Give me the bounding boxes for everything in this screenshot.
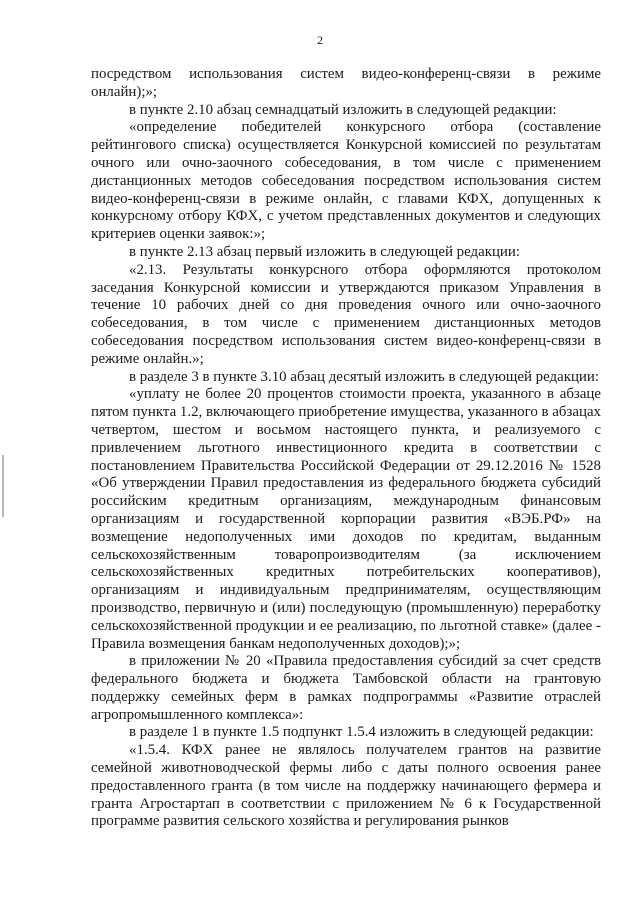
document-body [91, 66, 601, 831]
paragraph-10: «1.5.4. КФХ ранее не являлось получателем грантов на развитие семейной животноводческой фермы либо с даты полного освоения ранее предоставленного гранта (в том числе на поддержку начинающего фермера и гранта Агростартап в соответствии с приложением № 6 к Государственной программе развития сельского хозяйства и регулирования рынков [91, 742, 601, 830]
paragraph-2: в пункте 2.10 абзац семнадцатый изложить в следующей редакции: [129, 101, 557, 118]
paragraph-8: в приложении № 20 «Правила предоставления субсидий за счет средств федерального бюджета и бюджета Тамбовской области на грантовую поддержку семейных ферм в рамках подпрограммы «Развитие отраслей агропромышленного комплекса»: [91, 653, 601, 723]
scan-margin-mark [2, 455, 4, 517]
paragraph-5: «2.13. Результаты конкурсного отбора оформляются протоколом заседания Конкурсной комиссии и утверждаются приказом Управления в течение 10 рабочих дней со дня проведения очного или очно-заочного собеседования, в том числе с применением дистанционных методов собеседования посредством использования систем видео-конференц-связи в режиме онлайн.»; [91, 261, 601, 367]
paragraph-1: посредством использования систем видео-конференц-связи в режиме онлайн);»; [91, 66, 601, 100]
paragraph-4: в пункте 2.13 абзац первый изложить в следующей редакции: [129, 243, 520, 260]
paragraph-9: в разделе 1 в пункте 1.5 подпункт 1.5.4 изложить в следующей редакции: [129, 724, 594, 741]
page-number: 2 [317, 33, 323, 47]
paragraph-3: «определение победителей конкурсного отбора (составление рейтингового списка) осуществляется Конкурсной комиссией по результатам очного или очно-заочного собеседования, в том числе с применением дистанционных методов собеседования посредством использования систем видео-конференц-связи в режиме онлайн, с главами КФХ, допущенных к конкурсному отбору КФХ, с учетом представленных документов и следующих критериев оценки заявок:»; [91, 119, 601, 243]
paragraph-7: «уплату не более 20 процентов стоимости проекта, указанного в абзаце пятом пункта 1.2, включающего приобретение имущества, указанного в абзацах четвертом, шестом и восьмом настоящего пункта, и реализуемого с привлечением льготного инвестиционного кредита в соответствии с постановлением Правительства Российской Федерации от 29.12.2016 № 1528 «Об утверждении Правил предоставления из федерального бюджета субсидий российским кредитным организациям, международным финансовым организациям и государственной корпорации развития «ВЭБ.РФ» на возмещение недополученных ими доходов по кредитам, выданным сельскохозяйственным товаропроизводителям (за исключением сельскохозяйственных кредитных потребительских кооперативов), организациям и индивидуальным предпринимателям, осуществляющим производство, первичную и (или) последующую (промышленную) переработку сельскохозяйственной продукции и ее реализацию, по льготной ставке» (далее - Правила возмещения банкам недополученных доходов);»; [91, 386, 601, 652]
paragraph-6: в разделе 3 в пункте 3.10 абзац десятый изложить в следующей редакции: [129, 368, 599, 385]
